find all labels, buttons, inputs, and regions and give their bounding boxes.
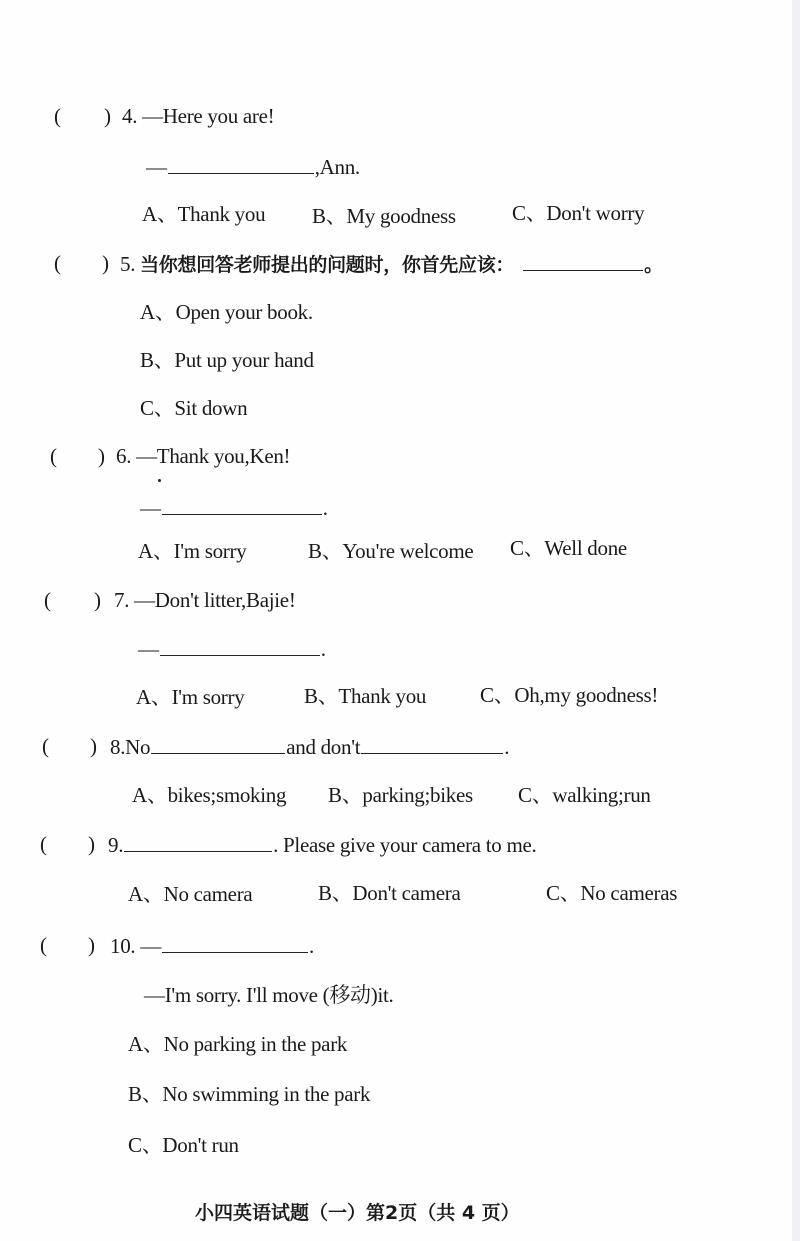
question-stem xyxy=(114,587,296,613)
answer-blank xyxy=(162,494,322,515)
question-stem xyxy=(120,250,663,278)
response-line xyxy=(146,153,360,180)
answer-paren-open: ( xyxy=(42,734,49,758)
answer-paren-open: ( xyxy=(44,588,51,612)
question-prompt: —Here you are! xyxy=(142,104,275,128)
question-number: 6. xyxy=(116,444,132,468)
answer-paren-open: ( xyxy=(40,832,47,856)
option-b: B、parking;bikes xyxy=(328,783,473,807)
question-stem xyxy=(108,831,536,858)
option-a: A、No camera xyxy=(128,882,253,906)
option-c: C、Don't worry xyxy=(512,201,645,225)
option-b: B、Don't camera xyxy=(318,881,461,905)
option-b: B、Put up your hand xyxy=(140,348,314,372)
option-b: B、No swimming in the park xyxy=(128,1082,371,1106)
response-suffix: . xyxy=(320,637,326,661)
answer-paren-close: ) xyxy=(102,251,109,275)
option-b: B、My goodness xyxy=(312,204,456,228)
response-line xyxy=(138,635,326,662)
response-dash: — xyxy=(138,637,159,661)
option-a: A、I'm sorry xyxy=(138,539,247,563)
response-line: —I'm sorry. I'll move (移动)it. xyxy=(144,983,394,1007)
option-c: C、Don't run xyxy=(128,1133,239,1157)
prompt-suffix: 。 xyxy=(644,254,663,276)
option-c: C、Well done xyxy=(510,536,627,560)
answer-blank-1 xyxy=(151,733,285,754)
question-number: 9. xyxy=(108,833,124,857)
answer-paren-close: ) xyxy=(104,104,111,128)
answer-blank xyxy=(162,932,308,953)
option-a: A、Open your book. xyxy=(140,300,313,324)
answer-blank xyxy=(124,831,272,852)
answer-paren-close: ) xyxy=(90,734,97,758)
prompt-part-1: No xyxy=(125,735,151,759)
answer-paren-open: ( xyxy=(40,933,47,957)
answer-paren-open: ( xyxy=(50,444,57,468)
question-stem xyxy=(110,733,509,760)
option-c: C、Oh,my goodness! xyxy=(480,683,659,707)
option-a: A、No parking in the park xyxy=(128,1032,348,1056)
response-suffix: ,Ann. xyxy=(314,155,360,179)
question-stem xyxy=(116,443,290,469)
option-c: C、walking;run xyxy=(518,783,651,807)
answer-paren-open: ( xyxy=(54,251,61,275)
answer-paren-close: ) xyxy=(98,444,105,468)
question-prompt: 当你想回答老师提出的问题时，你首先应该： xyxy=(140,254,515,276)
option-a: A、bikes;smoking xyxy=(132,783,287,807)
answer-paren-close: ) xyxy=(88,933,95,957)
question-prompt: —Don't litter,Bajie! xyxy=(134,588,296,612)
response-dash: — xyxy=(140,496,161,520)
prompt-after: . Please give your camera to me. xyxy=(273,833,537,857)
answer-blank xyxy=(523,250,643,271)
question-number: 10. xyxy=(110,934,136,958)
answer-paren-close: ) xyxy=(94,588,101,612)
question-number: 5. xyxy=(120,252,136,276)
question-number: 4. xyxy=(122,104,138,128)
response-dash: — xyxy=(146,155,167,179)
question-number: 7. xyxy=(114,588,130,612)
prompt-end: . xyxy=(504,735,510,759)
answer-blank xyxy=(168,153,314,174)
response-line xyxy=(140,494,328,521)
option-a: A、I'm sorry xyxy=(136,685,245,709)
question-stem xyxy=(110,932,314,959)
answer-blank-2 xyxy=(361,733,503,754)
answer-paren-open: ( xyxy=(54,104,61,128)
answer-paren-close: ) xyxy=(88,832,95,856)
prompt-end: . xyxy=(309,934,314,958)
option-c: C、Sit down xyxy=(140,396,248,420)
stray-mark xyxy=(158,479,161,482)
option-a: A、Thank you xyxy=(142,202,266,226)
page-footer: 小四英语试题（一）第2页（共 4 页） xyxy=(195,1202,520,1224)
option-c: C、No cameras xyxy=(546,881,678,905)
prompt-dash: — xyxy=(140,934,162,958)
response-suffix: . xyxy=(322,496,328,520)
option-b: B、Thank you xyxy=(304,684,427,708)
option-b: B、You're welcome xyxy=(308,539,474,563)
prompt-part-2: and don't xyxy=(286,735,361,759)
answer-blank xyxy=(160,635,320,656)
question-stem xyxy=(122,103,274,129)
question-prompt: —Thank you,Ken! xyxy=(136,444,291,468)
question-number: 8. xyxy=(110,735,126,759)
page-edge xyxy=(792,0,800,1241)
